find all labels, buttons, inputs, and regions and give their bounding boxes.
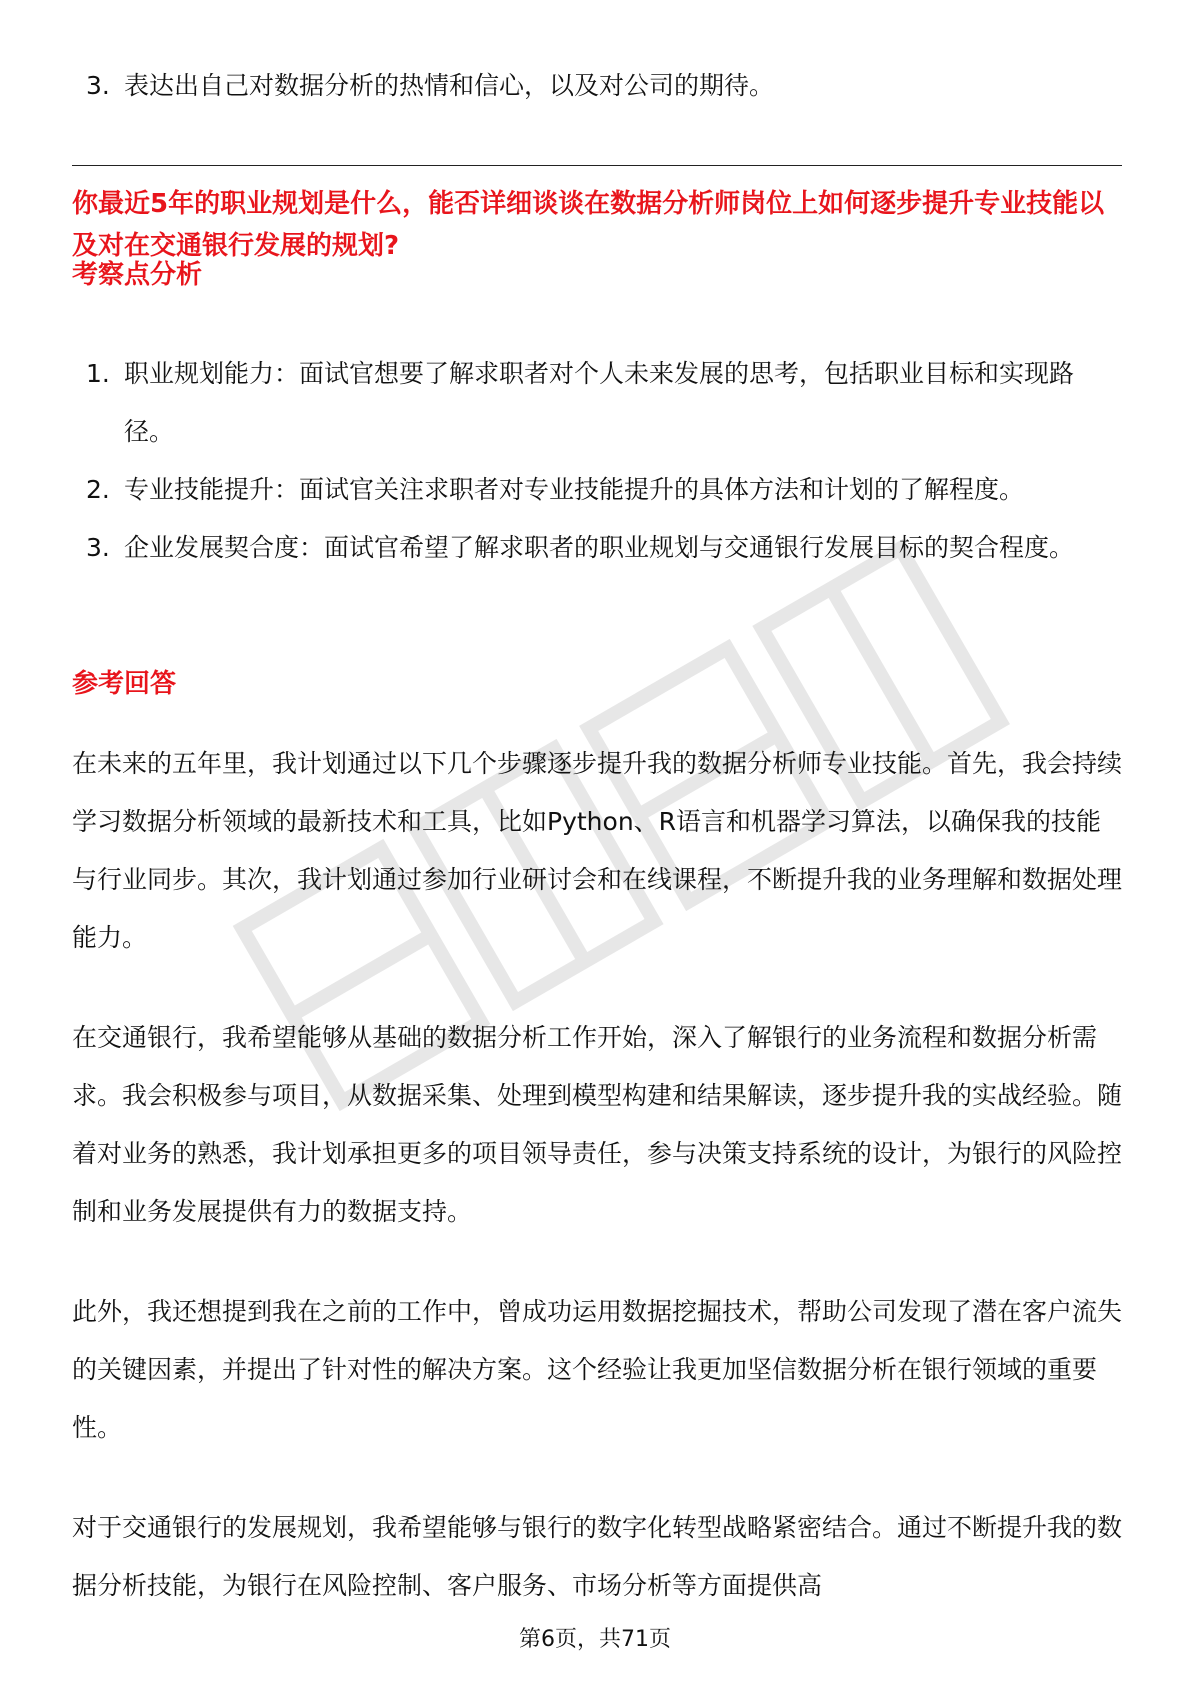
answer-paragraph: 对于交通银行的发展规划，我希望能够与银行的数字化转型战略紧密结合。通过不断提升我的数据分析技能，为银行在风险控制、客户服务、市场分析等方面提供高: [72, 1513, 1123, 1600]
interview-question: 你最近5年的职业规划是什么，能否详细谈谈在数据分析师岗位上如何逐步提升专业技能以及对在交通银行发展的规划?: [72, 189, 1105, 261]
list-item: [86, 519, 1122, 577]
list-item-number: 3.: [86, 533, 110, 562]
list-item: [86, 345, 1122, 461]
answer-paragraph: 此外，我还想提到我在之前的工作中，曾成功运用数据挖掘技术，帮助公司发现了潜在客户流失的关键因素，并提出了针对性的解决方案。这个经验让我更加坚信数据分析在银行领域的重要性。: [72, 1297, 1123, 1442]
answer-paragraph: 在未来的五年里，我计划通过以下几个步骤逐步提升我的数据分析师专业技能。首先，我会持续学习数据分析领域的最新技术和工具，比如Python、R语言和机器学习算法，以确保我的技能与行业同步。其次，我计划通过参加行业研讨会和在线课程，不断提升我的业务理解和数据处理能力。: [72, 749, 1123, 952]
list-item-text: 专业技能提升：面试官关注求职者对专业技能提升的具体方法和计划的了解程度。: [124, 475, 1025, 504]
answer-heading: 参考回答: [72, 669, 177, 699]
list-item-text: 企业发展契合度：面试官希望了解求职者的职业规划与交通银行发展目标的契合程度。: [124, 533, 1075, 562]
list-item-number: 3.: [86, 71, 110, 100]
answer-body: [72, 735, 1122, 1657]
answer-paragraph: 在交通银行，我希望能够从基础的数据分析工作开始，深入了解银行的业务流程和数据分析需求。我会积极参与项目，从数据采集、处理到模型构建和结果解读，逐步提升我的实战经验。随着对业务的熟悉，我计划承担更多的项目领导责任，参与决策支持系统的设计，为银行的风险控制和业务发展提供有力的数据支持。: [72, 1023, 1123, 1226]
page-number: 第6页，共71页: [519, 1627, 671, 1652]
list-item-number: 2.: [86, 475, 110, 504]
previous-list-item: [86, 66, 1116, 106]
list-item-number: 1.: [86, 359, 110, 388]
analysis-heading: 考察点分析: [72, 260, 203, 290]
list-item-text: 表达出自己对数据分析的热情和信心，以及对公司的期待。: [124, 71, 775, 100]
analysis-list: [86, 345, 1122, 577]
list-item-text: 职业规划能力：面试官想要了解求职者对个人未来发展的思考，包括职业目标和实现路径。: [124, 359, 1075, 446]
list-item: [86, 461, 1122, 519]
section-divider: [72, 165, 1122, 166]
